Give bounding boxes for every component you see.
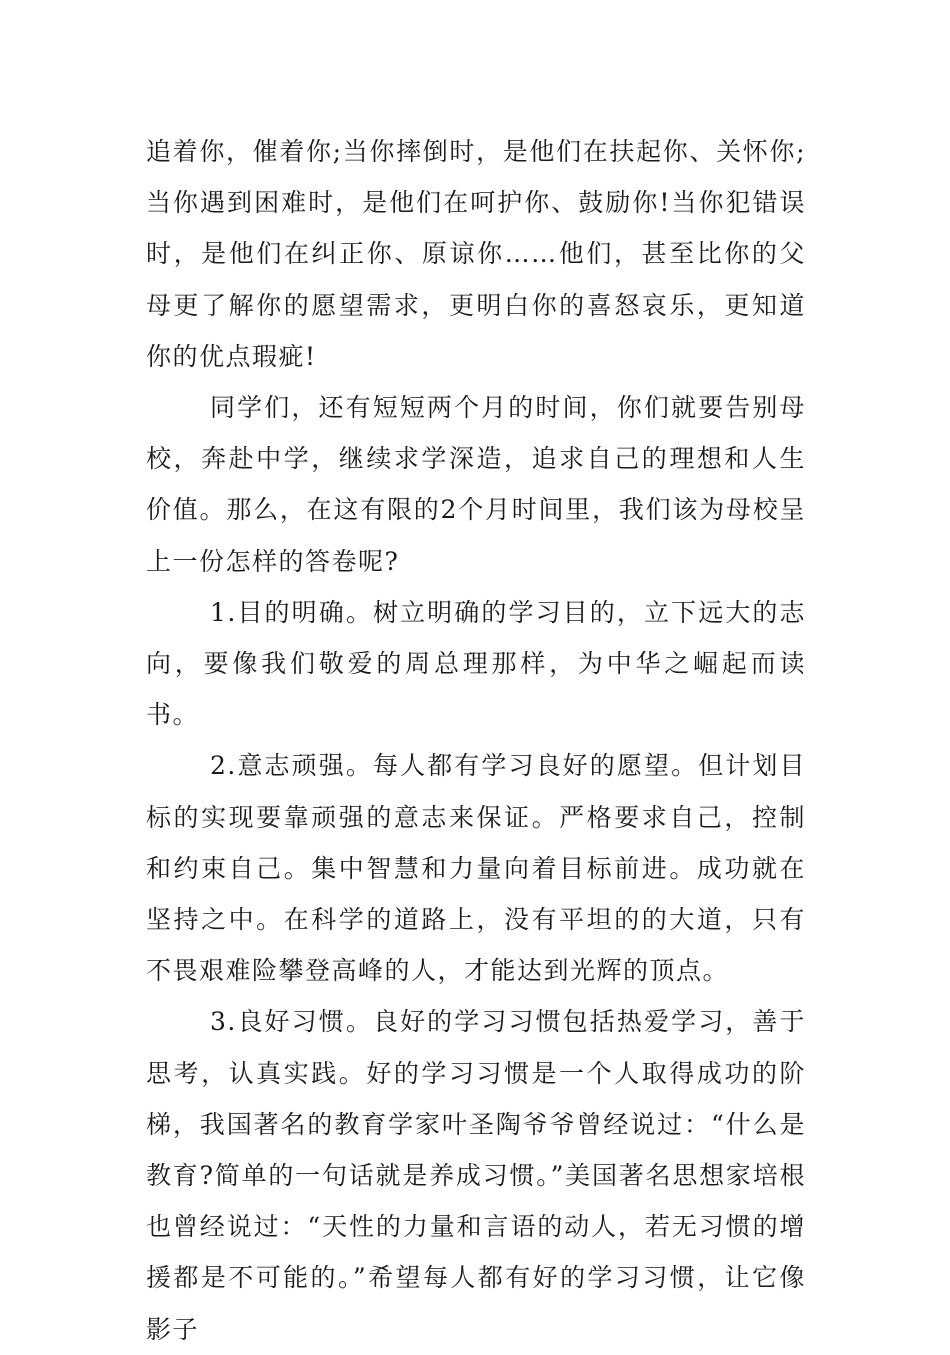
paragraph-continuation: 追着你，催着你;当你摔倒时，是他们在扶起你、关怀你;当你遇到困难时，是他们在呵护你、鼓励你!当你犯错误时，是他们在纠正你、原谅你……他们，甚至比你的父母更了解你的愿望需求，更明白你的喜怒哀乐，更知道你的优点瑕疵! [146,137,806,371]
document-body [146,126,806,1355]
paragraph-point-2: 2.意志顽强。每人都有学习良好的愿望。但计划目标的实现要靠顽强的意志来保证。严格要求自己，控制和约束自己。集中智慧和力量向着目标前进。成功就在坚持之中。在科学的道路上，没有平坦的的大道，只有不畏艰难险攀登高峰的人，才能达到光辉的顶点。 [146,751,806,986]
paragraph-point-1: 1.目的明确。树立明确的学习目的，立下远大的志向，要像我们敬爱的周总理那样，为中华之崛起而读书。 [146,597,806,730]
paragraph-point-3: 3.良好习惯。良好的学习习惯包括热爱学习，善于思考，认真实践。好的学习习惯是一个人取得成功的阶梯，我国著名的教育学家叶圣陶爷爷曾经说过：“什么是教育?简单的一句话就是养成习惯。”美国著名思想家培根也曾经说过：“天性的力量和言语的动人，若无习惯的增援都是不可能的。”希望每人都有好的学习习惯，让它像影子 [146,1007,806,1344]
paragraph-farewell: 同学们，还有短短两个月的时间，你们就要告别母校，奔赴中学，继续求学深造，追求自己的理想和人生价值。那么，在这有限的2个月时间里，我们该为母校呈上一份怎样的答卷呢? [146,393,806,576]
